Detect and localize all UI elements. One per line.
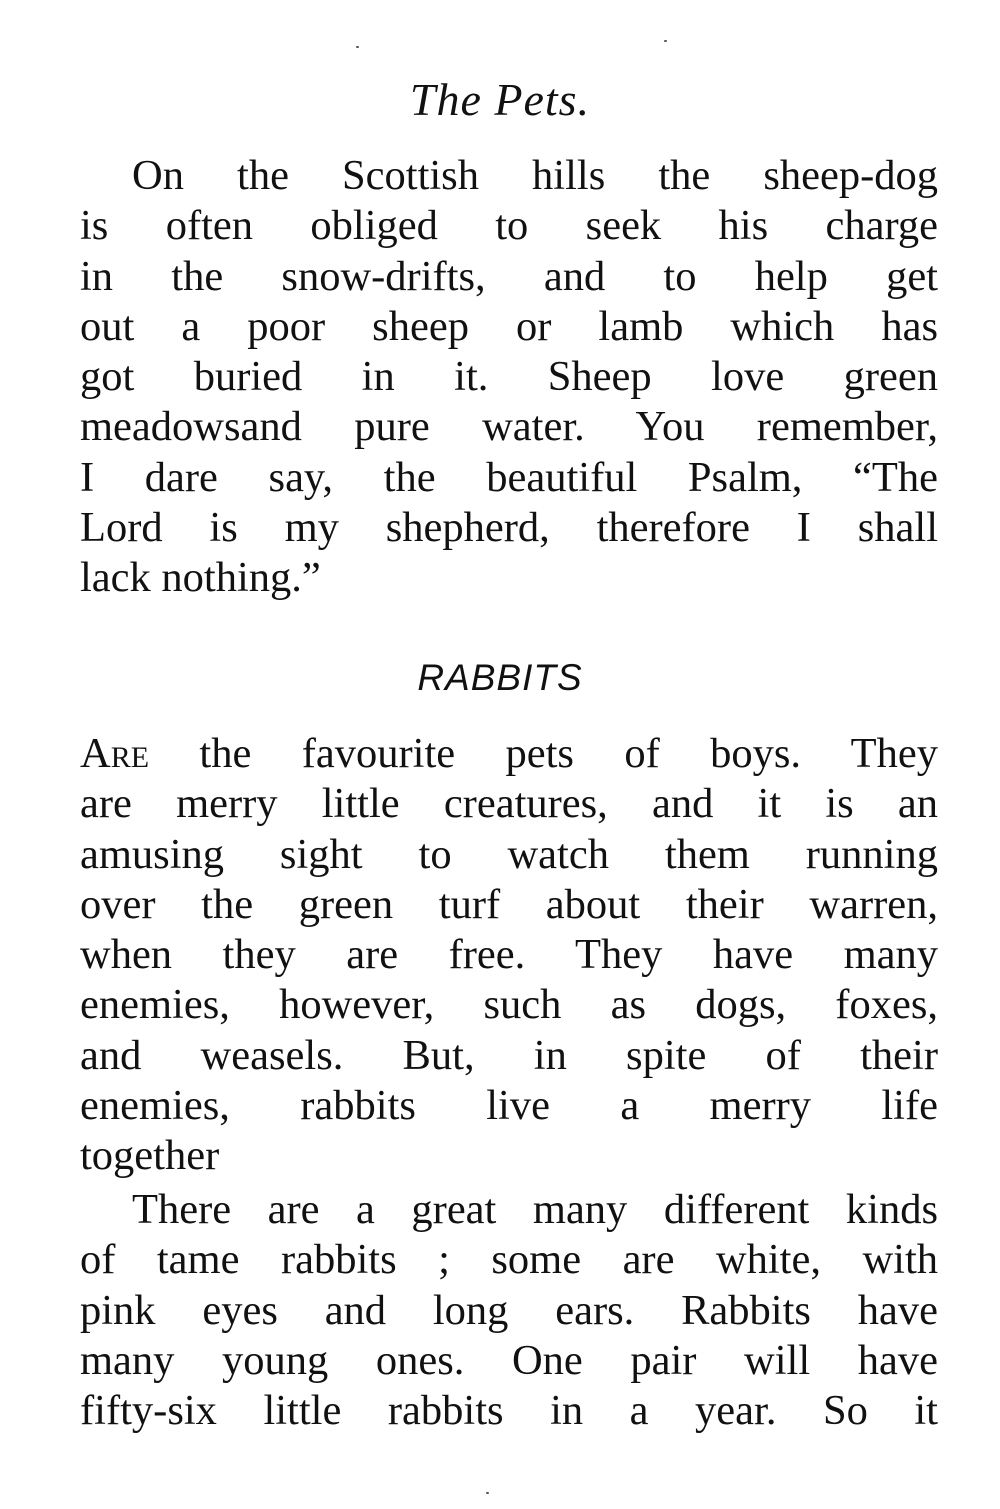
text-line: There are a great many different kinds [132,1186,938,1233]
text-line: and weasels. But, in spite of their [80,1031,938,1079]
text-line: fifty-six little rabbits in a year. So it [80,1387,938,1435]
text-line: pink eyes and long ears. Rabbits have [80,1286,938,1334]
text-line: amusing sight to watch them running [80,830,938,878]
paragraph-rabbits-intro [80,729,938,1182]
lead-word: Are [80,730,150,777]
text-line: Lord is my shepherd, therefore I shall [80,504,938,552]
text-line: together [80,1132,220,1180]
running-head: The Pets. [409,74,591,125]
text-line: in the snow-drifts, and to help get [80,252,938,300]
text-line: enemies, however, such as dogs, foxes, [80,981,938,1029]
text-line: lack nothing.” [80,554,321,602]
text-line [80,729,938,779]
text-line: is often obliged to seek his charge [80,202,938,250]
text-line: I dare say, the beautiful Psalm, “The [80,453,938,501]
print-speck [356,46,359,48]
text-line: when they are free. They have many [80,931,938,979]
text-line: enemies, rabbits live a merry life [80,1082,938,1130]
text-line: out a poor sheep or lamb which has [80,302,938,350]
text-line: On the Scottish hills the sheep-dog [132,152,938,199]
paragraph-rabbit-kinds [80,1185,938,1436]
text-line: are merry little creatures, and it is an [80,780,938,828]
print-speck [664,40,667,42]
paragraph-sheep [80,151,938,604]
text-line: meadowsand pure water. You remember, [80,403,938,451]
text-line: of tame rabbits ; some are white, with [80,1236,938,1284]
section-heading-rabbits: RABBITS [417,657,583,698]
text-line: got buried in it. Sheep love green [80,353,938,401]
print-speck [486,1492,489,1494]
text-line: many young ones. One pair will have [80,1336,938,1384]
text-line-rest: the favourite pets of boys. They [149,730,938,777]
text-line: over the green turf about their warren, [80,880,938,928]
